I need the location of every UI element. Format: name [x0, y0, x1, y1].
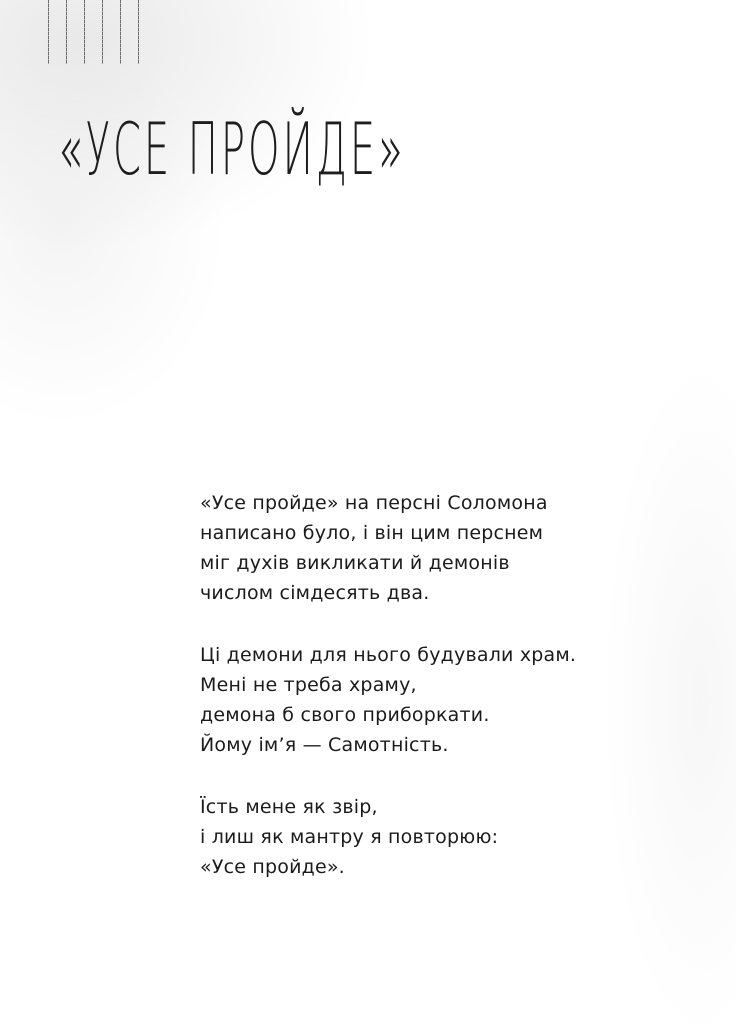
tick-mark	[84, 0, 85, 64]
poem-line: міг духів викликати й демонів	[200, 552, 510, 574]
tick-mark	[138, 0, 139, 64]
poem-line: «Усе пройде» на персні Соломона	[200, 492, 548, 514]
poem-line: написано було, і він цим перснем	[200, 522, 544, 544]
poem-line: Мені не треба храму,	[200, 674, 417, 696]
tick-mark	[66, 0, 67, 64]
poem-title: «УСЕ ПРОЙДЕ»	[58, 107, 406, 191]
poem-line: демона б свого приборкати.	[200, 704, 490, 726]
poem-line: «Усе пройде».	[200, 856, 345, 878]
poem-line: числом сімдесять два.	[200, 582, 430, 604]
tick-mark	[102, 0, 103, 64]
tick-mark	[120, 0, 121, 64]
poem-body	[200, 488, 640, 914]
poem-line: Їсть мене як звір,	[200, 796, 378, 818]
stanza-1	[200, 488, 640, 608]
stanza-2	[200, 640, 640, 760]
stanza-3	[200, 792, 640, 882]
poem-line: Йому ім’я — Самотність.	[200, 734, 449, 756]
poem-line: Ці демони для нього будували храм.	[200, 644, 577, 666]
tick-mark	[48, 0, 49, 64]
decorative-tick-marks	[48, 0, 158, 70]
poem-line: і лиш як мантру я повторюю:	[200, 826, 499, 848]
